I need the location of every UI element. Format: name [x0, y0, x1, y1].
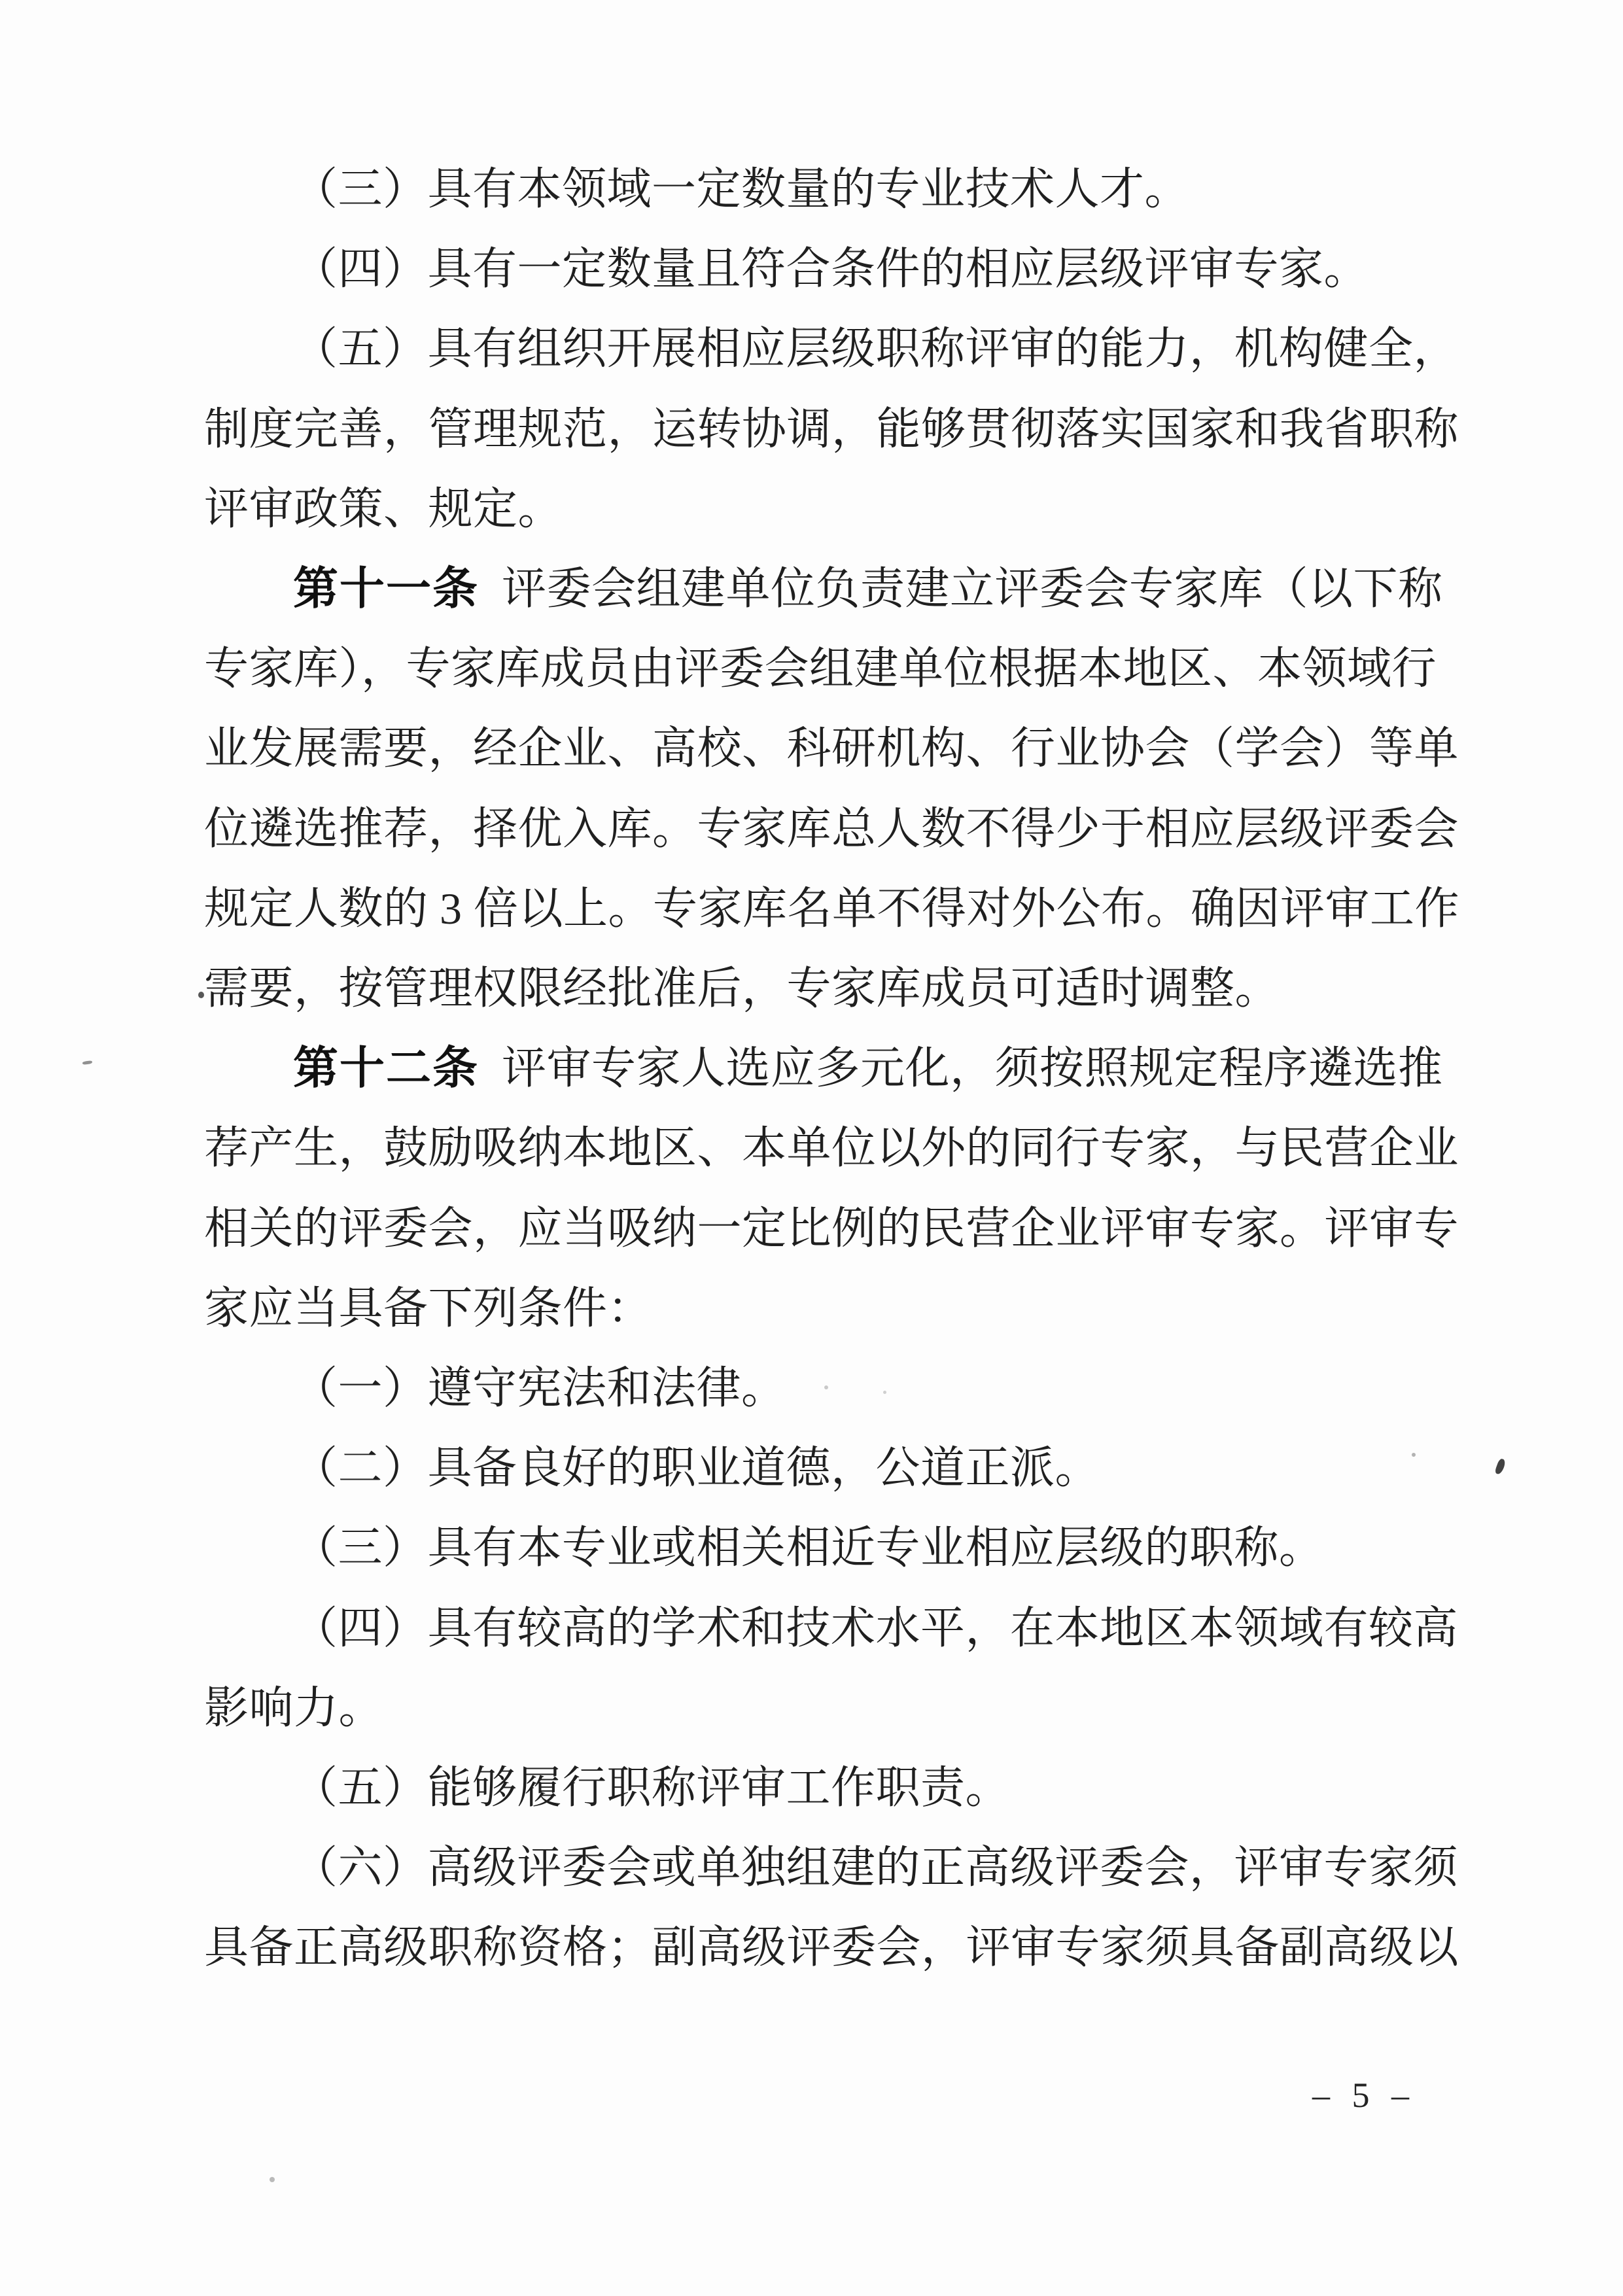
text-run: （一）遵守宪法和法律。 — [293, 1363, 786, 1413]
text-line — [293, 1043, 1443, 1094]
text-run: 家应当具备下列条件： — [204, 1283, 653, 1333]
text-run: 评审专家人选应多元化，须按照规定程序遴选推 — [479, 1043, 1443, 1094]
text-line — [293, 1443, 1100, 1493]
text-run: 影响力。 — [204, 1682, 384, 1733]
text-line — [204, 644, 1437, 694]
text-run: 荐产生，鼓励吸纳本地区、本单位以外的同行专家，与民营企业 — [204, 1123, 1459, 1174]
text-line — [293, 244, 1369, 294]
text-line — [293, 1603, 1459, 1653]
text-run: （三）具有本专业或相关相近专业相应层级的职称。 — [293, 1523, 1324, 1573]
text-run: 评委会组建单位负责建立评委会专家库（以下称 — [479, 564, 1443, 614]
text-run: （四）具有一定数量且符合条件的相应层级评审专家。 — [293, 244, 1369, 294]
text-line — [204, 1283, 653, 1333]
text-run: 具备正高级职称资格；副高级评委会，评审专家须具备副高级以 — [204, 1922, 1459, 1973]
text-line — [204, 483, 563, 534]
text-run: 相关的评委会，应当吸纳一定比例的民营企业评审专家。评审专 — [204, 1203, 1459, 1253]
text-run: 专家库），专家库成员由评委会组建单位根据本地区、本领域行 — [204, 644, 1437, 694]
article-heading: 第十二条 — [293, 1043, 479, 1094]
article-heading: 第十一条 — [293, 563, 479, 614]
text-run: 位遴选推荐，择优入库。专家库总人数不得少于相应层级评委会 — [204, 803, 1459, 854]
text-run: 规定人数的 3 倍以上。专家库名单不得对外公布。确因评审工作 — [204, 883, 1460, 933]
text-line — [293, 1843, 1459, 1893]
text-line — [293, 1523, 1324, 1573]
text-line — [293, 164, 1190, 214]
text-line — [204, 803, 1459, 854]
text-line — [204, 1922, 1459, 1973]
text-run: 需要，按管理权限经批准后，专家库成员可适时调整。 — [204, 964, 1280, 1013]
page-number: – 5 – — [1312, 2076, 1416, 2115]
text-run: （三）具有本领域一定数量的专业技术人才。 — [293, 164, 1190, 214]
text-line — [204, 1682, 384, 1733]
text-line — [293, 563, 1443, 614]
text-run: （六）高级评委会或单独组建的正高级评委会，评审专家须 — [293, 1843, 1459, 1893]
text-line — [204, 404, 1459, 454]
text-run: 制度完善，管理规范，运转协调，能够贯彻落实国家和我省职称 — [204, 404, 1459, 454]
text-line — [204, 883, 1460, 933]
text-line — [293, 1363, 786, 1413]
text-line — [204, 1203, 1459, 1253]
text-line — [293, 1763, 1011, 1813]
text-run: （二）具备良好的职业道德，公道正派。 — [293, 1443, 1100, 1493]
text-line — [293, 324, 1459, 374]
text-run: （五）具有组织开展相应层级职称评审的能力，机构健全， — [293, 324, 1459, 374]
text-line — [204, 966, 1280, 1011]
text-line — [204, 723, 1459, 774]
text-run: （四）具有较高的学术和技术水平，在本地区本领域有较高 — [293, 1603, 1459, 1653]
text-run: （五）能够履行职称评审工作职责。 — [293, 1763, 1011, 1813]
text-line — [204, 1123, 1459, 1174]
text-run: 业发展需要，经企业、高校、科研机构、行业协会（学会）等单 — [204, 723, 1459, 774]
text-run: 评审政策、规定。 — [204, 483, 563, 534]
